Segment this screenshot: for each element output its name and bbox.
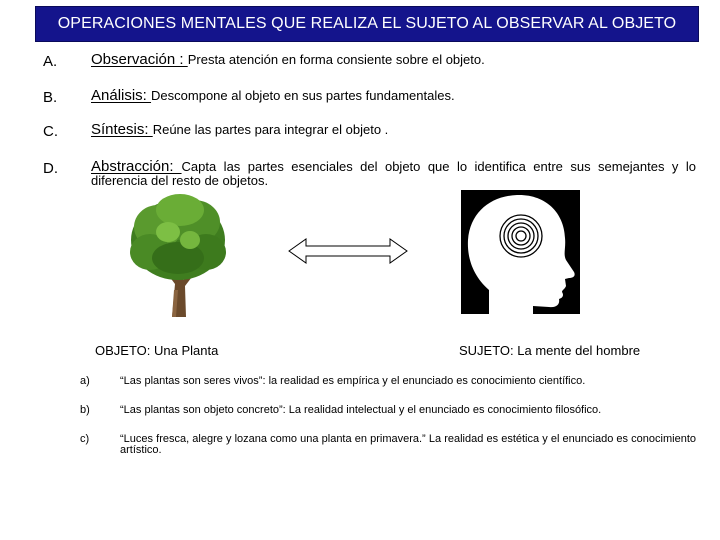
example-text: “Luces fresca, alegre y lozana como una planta en primavera.” La realidad es estética y el enunciado es conocimiento artístico.	[120, 433, 696, 456]
item-description: Capta las partes esenciales del objeto que lo identifica entre sus semejantes y lo diferencia del resto de objetos.	[91, 159, 696, 188]
item-description: Presta atención en forma consiente sobre el objeto.	[187, 52, 485, 67]
item-term: Abstracción:	[91, 158, 182, 175]
item-description: Reúne las partes para integrar el objeto .	[152, 122, 389, 137]
item-letter: A.	[43, 53, 58, 70]
item-content	[91, 89, 696, 103]
double-arrow-icon	[288, 237, 408, 265]
example-text: “Las plantas son objeto concreto”: La realidad intelectual y el enunciado es conocimiento filosófico.	[120, 404, 602, 416]
subject-label: SUJETO: La mente del hombre	[459, 343, 641, 358]
example-letter: b)	[80, 404, 90, 416]
item-description: Descompone al objeto en sus partes fundamentales.	[151, 88, 455, 103]
item-term: Síntesis:	[91, 121, 153, 138]
item-letter: C.	[43, 123, 58, 140]
example-letter: c)	[80, 433, 90, 445]
page-title: OPERACIONES MENTALES QUE REALIZA EL SUJETO AL OBSERVAR AL OBJETO	[57, 15, 677, 32]
example-letter: a)	[80, 375, 90, 387]
title-bar	[35, 6, 699, 42]
example-text: “Las plantas son seres vivos”: la realidad es empírica y el enunciado es conocimiento científico.	[120, 375, 586, 387]
item-content	[91, 53, 696, 67]
item-term: Análisis:	[91, 87, 152, 104]
item-content	[91, 160, 696, 188]
item-content	[91, 123, 696, 137]
item-letter: B.	[43, 89, 58, 106]
item-letter: D.	[43, 160, 58, 177]
tree-icon	[128, 192, 228, 317]
head-spiral-icon	[461, 190, 580, 314]
item-term: Observación :	[91, 51, 188, 68]
object-label: OBJETO: Una Planta	[95, 343, 219, 358]
